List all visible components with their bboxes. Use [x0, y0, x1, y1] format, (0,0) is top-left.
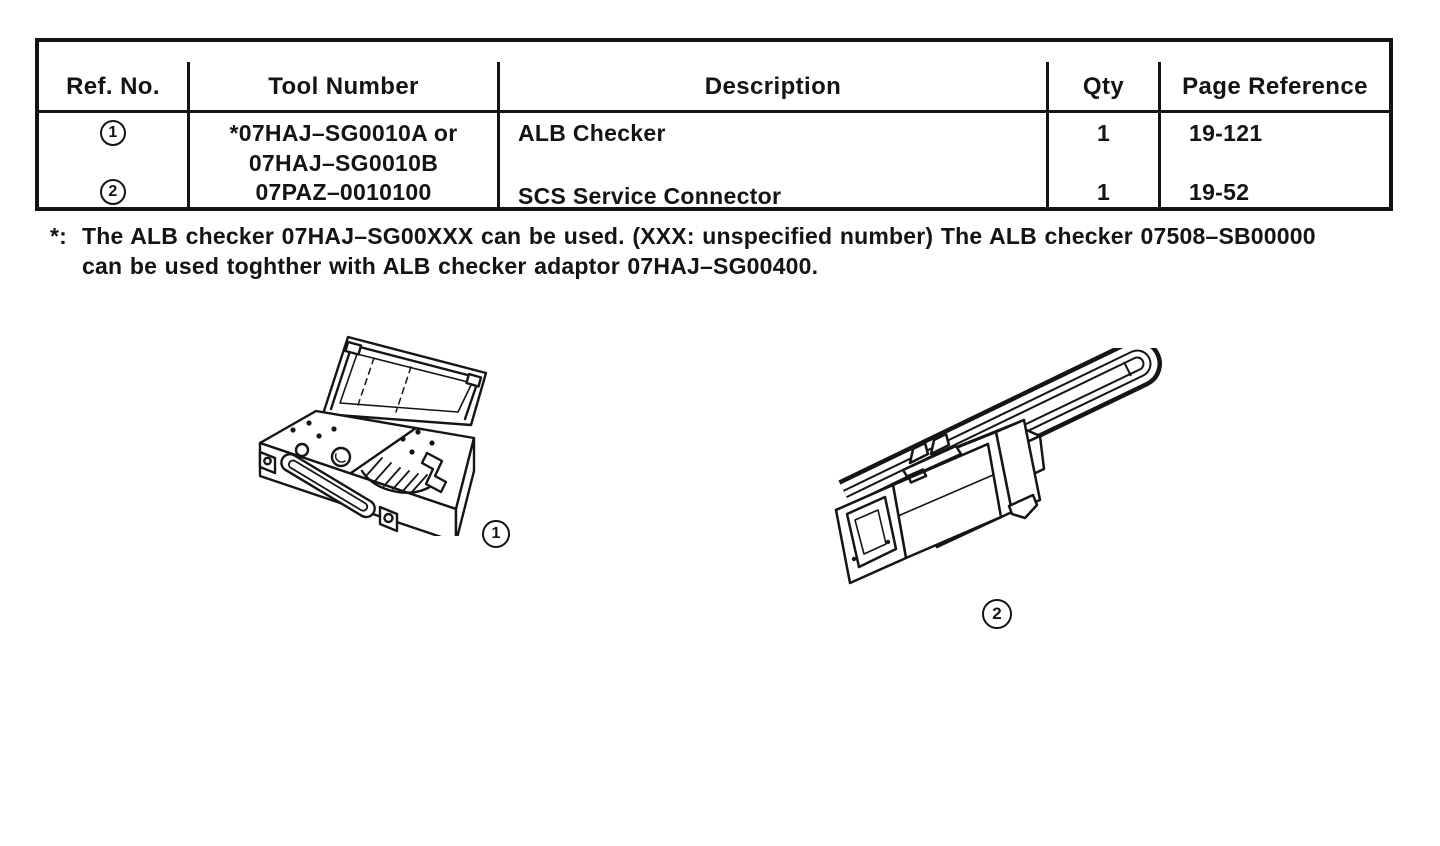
description-cell: ALB Checker: [518, 120, 666, 146]
column-header-tool-number: Tool Number: [268, 73, 419, 100]
ref-number-circle: 1: [100, 120, 126, 146]
special-tools-table: [35, 38, 1393, 211]
page-reference-cell: 19-52: [1189, 179, 1250, 205]
table-row-ref-badge: [39, 177, 187, 207]
scs-connector-figure: [828, 348, 1198, 608]
checker-lid: [323, 337, 486, 425]
connector-drawing: [836, 354, 1147, 583]
description-cell: SCS Service Connector: [518, 183, 782, 209]
footnote-line-2: can be used toghther with ALB checker adaptor 07HAJ–SG00400.: [82, 253, 819, 279]
column-header-description: Description: [704, 73, 842, 100]
table-row-ref-badge: [39, 118, 187, 148]
tool-number-cell: 07PAZ–0010100: [255, 179, 432, 205]
checker-drawing: [260, 337, 486, 536]
footnote-line-1: The ALB checker 07HAJ–SG00XXX can be used. (XXX: unspecified number) The ALB checker 07508–SB00000: [82, 223, 1316, 249]
column-header-page-reference: Page Reference: [1182, 73, 1368, 100]
qty-cell: 1: [1096, 179, 1111, 205]
alb-checker-figure: [248, 326, 503, 536]
tool-number-cell: *07HAJ–SG0010A or: [229, 120, 458, 146]
page-reference-cell: 19-121: [1189, 120, 1263, 146]
figure-2-label: 2: [982, 599, 1012, 629]
column-header-qty: Qty: [1082, 73, 1125, 100]
connector-body: [836, 420, 1044, 583]
ref-number-circle: 2: [100, 179, 126, 205]
qty-cell: 1: [1096, 120, 1111, 146]
column-header-ref-no: Ref. No.: [66, 73, 160, 100]
tool-number-cell: 07HAJ–SG0010B: [248, 150, 439, 176]
header-divider: [39, 110, 1389, 113]
footnote-marker: *:: [50, 223, 68, 249]
figure-1-label: 1: [482, 520, 510, 548]
